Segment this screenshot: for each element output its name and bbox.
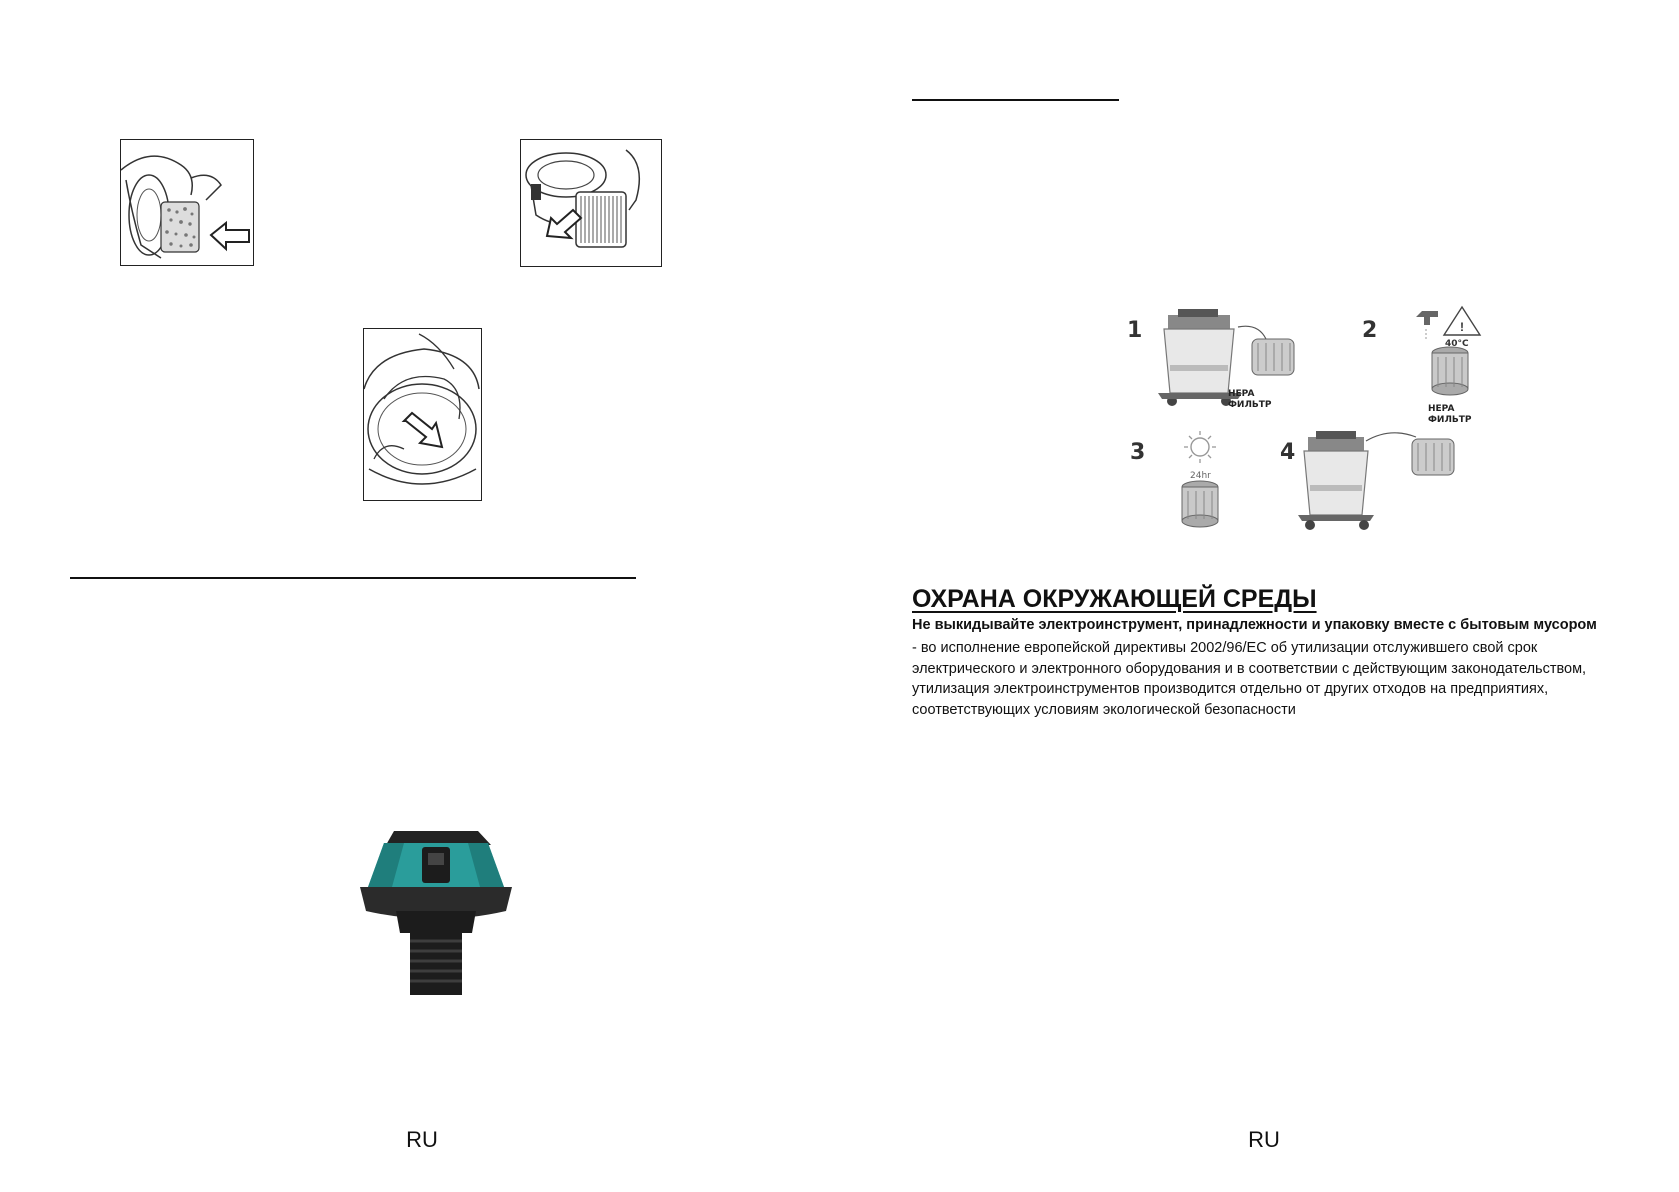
foam-filter-illustration: [121, 140, 253, 265]
hepa-label-step1: HEPA ФИЛЬТР: [1228, 389, 1272, 410]
body-line: - во исполнение европейской директивы 2002/96/ЕС об утилизации отслужившего свой срок: [912, 640, 1538, 656]
step-number-2: 2: [1362, 318, 1378, 343]
left-page: [0, 0, 839, 1192]
page-language-label-left: RU: [406, 1127, 438, 1152]
sun-icon: [1184, 431, 1216, 463]
cartridge-filter-figure: [520, 139, 662, 267]
environment-section-title: ОХРАНА ОКРУЖАЮЩЕЙ СРЕДЫ: [912, 585, 1317, 613]
svg-text:!: !: [1460, 320, 1464, 334]
step-number-4: 4: [1280, 440, 1296, 465]
header-rule: [912, 99, 1119, 101]
step-number-3: 3: [1130, 440, 1146, 465]
step-number-1: 1: [1127, 318, 1143, 343]
disposal-body-text: [912, 638, 1612, 720]
foam-filter-figure: [120, 139, 254, 266]
vacuum-step4-icon: [1298, 431, 1374, 530]
disposal-warning: Не выкидывайте электроинструмент, принадлежности и упаковку вместе с бытовым мусором: [912, 617, 1597, 633]
body-line: утилизация электроинструментов производится отдельно от других отходов на предприятиях,: [912, 681, 1549, 697]
faucet-icon: [1416, 311, 1438, 339]
arrow-icon: [211, 223, 249, 249]
tank-bag-illustration: [364, 329, 481, 500]
section-divider: [70, 577, 636, 579]
temperature-label: 40°C: [1445, 339, 1469, 349]
page-language-label-right: RU: [1248, 1127, 1280, 1152]
body-line: электрического и электронного оборудования и в соответствии с действующим законодательством,: [912, 660, 1587, 677]
drying-time-label: 24hr: [1190, 471, 1211, 481]
hepa-label-step2: HEPA ФИЛЬТР: [1428, 404, 1472, 425]
motor-head-photo: [356, 825, 516, 1001]
arrow-icon: [404, 413, 442, 447]
hepa-filter-icon: [1252, 339, 1294, 375]
hepa-cleaning-diagram: [1120, 305, 1500, 560]
warning-triangle-icon: [1444, 307, 1480, 335]
body-line: соответствующих условиям экологической безопасности: [912, 701, 1296, 718]
cartridge-filter-illustration: [521, 140, 661, 266]
tank-bag-figure: [363, 328, 482, 501]
